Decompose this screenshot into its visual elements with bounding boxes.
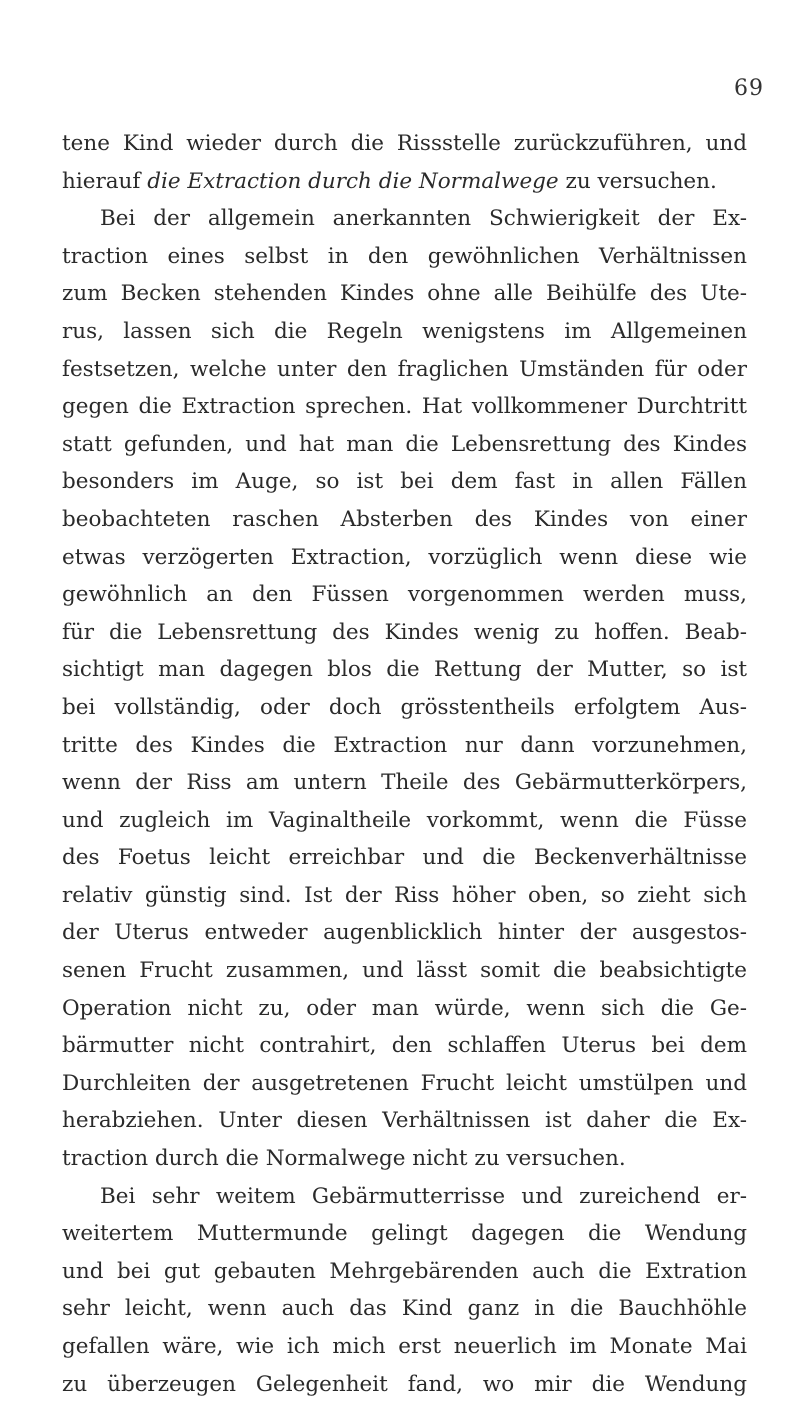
text-line: festsetzen, welche unter den fraglichen Umständen für oder <box>62 356 747 382</box>
body-text <box>62 125 747 1403</box>
text-line: für die Lebensrettung des Kindes wenig zu hoffen. Beab- <box>62 619 747 645</box>
text-line: Durchleiten der ausgetretenen Frucht leicht umstülpen und <box>62 1070 747 1096</box>
text-line: herabziehen. Unter diesen Verhältnissen ist daher die Ex- <box>62 1108 747 1134</box>
text-line: senen Frucht zusammen, und lässt somit die beabsichtigte <box>62 958 747 984</box>
text-line: sehr leicht, wenn auch das Kind ganz in die Bauchhöhle <box>62 1296 747 1322</box>
italic-phrase: die Extraction durch die Normalwege <box>147 168 559 194</box>
text-line: des Foetus leicht erreichbar und die Beckenverhältnisse <box>62 845 747 871</box>
text-line: der Uterus entweder augenblicklich hinter der ausgestos- <box>62 920 747 946</box>
text-line: weitertem Muttermunde gelingt dagegen die Wendung <box>62 1221 747 1247</box>
text-line: Bei sehr weitem Gebärmutterrisse und zureichend er- <box>100 1183 747 1209</box>
page-number: 69 <box>734 76 764 101</box>
text-line: rus, lassen sich die Regeln wenigstens im Allgemeinen <box>62 318 747 344</box>
text-line: tritte des Kindes die Extraction nur dann vorzunehmen, <box>62 732 747 758</box>
text-line: und bei gut gebauten Mehrgebärenden auch die Extration <box>62 1258 747 1284</box>
text-line: gewöhnlich an den Füssen vorgenommen werden muss, <box>62 582 747 608</box>
text-line: bärmutter nicht contrahirt, den schlaffen Uterus bei dem <box>62 1033 747 1059</box>
text-line: gegen die Extraction sprechen. Hat vollkommener Durchtritt <box>62 394 747 420</box>
text-line: Bei der allgemein anerkannten Schwierigkeit der Ex- <box>100 206 747 232</box>
text-line: relativ günstig sind. Ist der Riss höher oben, so zieht sich <box>62 882 747 908</box>
text-line: gefallen wäre, wie ich mich erst neuerlich im Monate Mai <box>62 1334 747 1359</box>
text-line: bei vollständig, oder doch grösstentheils erfolgtem Aus- <box>62 694 747 720</box>
text-line: hierauf die Extraction durch die Normalwege zu versuchen. <box>62 168 717 194</box>
text-line: sichtigt man dagegen blos die Rettung der Mutter, so ist <box>62 657 747 683</box>
text-line: zum Becken stehenden Kindes ohne alle Beihülfe des Ute- <box>62 281 747 307</box>
text-line: traction eines selbst in den gewöhnlichen Verhältnissen <box>62 243 747 269</box>
text-line: wenn der Riss am untern Theile des Gebärmutterkörpers, <box>62 770 747 796</box>
text-line: beobachteten raschen Absterben des Kindes von einer <box>62 506 747 532</box>
text-line: Operation nicht zu, oder man würde, wenn sich die Ge- <box>62 995 747 1021</box>
text-line: traction durch die Normalwege nicht zu versuchen. <box>62 1146 626 1172</box>
text-line: tene Kind wieder durch die Rissstelle zurückzuführen, und <box>62 131 747 156</box>
text-line: etwas verzögerten Extraction, vorzüglich wenn diese wie <box>62 544 747 570</box>
text-line: zu überzeugen Gelegenheit fand, wo mir die Wendung <box>62 1371 747 1397</box>
text-line: und zugleich im Vaginaltheile vorkommt, wenn die Füsse <box>62 807 747 833</box>
text-line: besonders im Auge, so ist bei dem fast in allen Fällen <box>62 469 747 495</box>
text-line: statt gefunden, und hat man die Lebensrettung des Kindes <box>62 431 747 457</box>
